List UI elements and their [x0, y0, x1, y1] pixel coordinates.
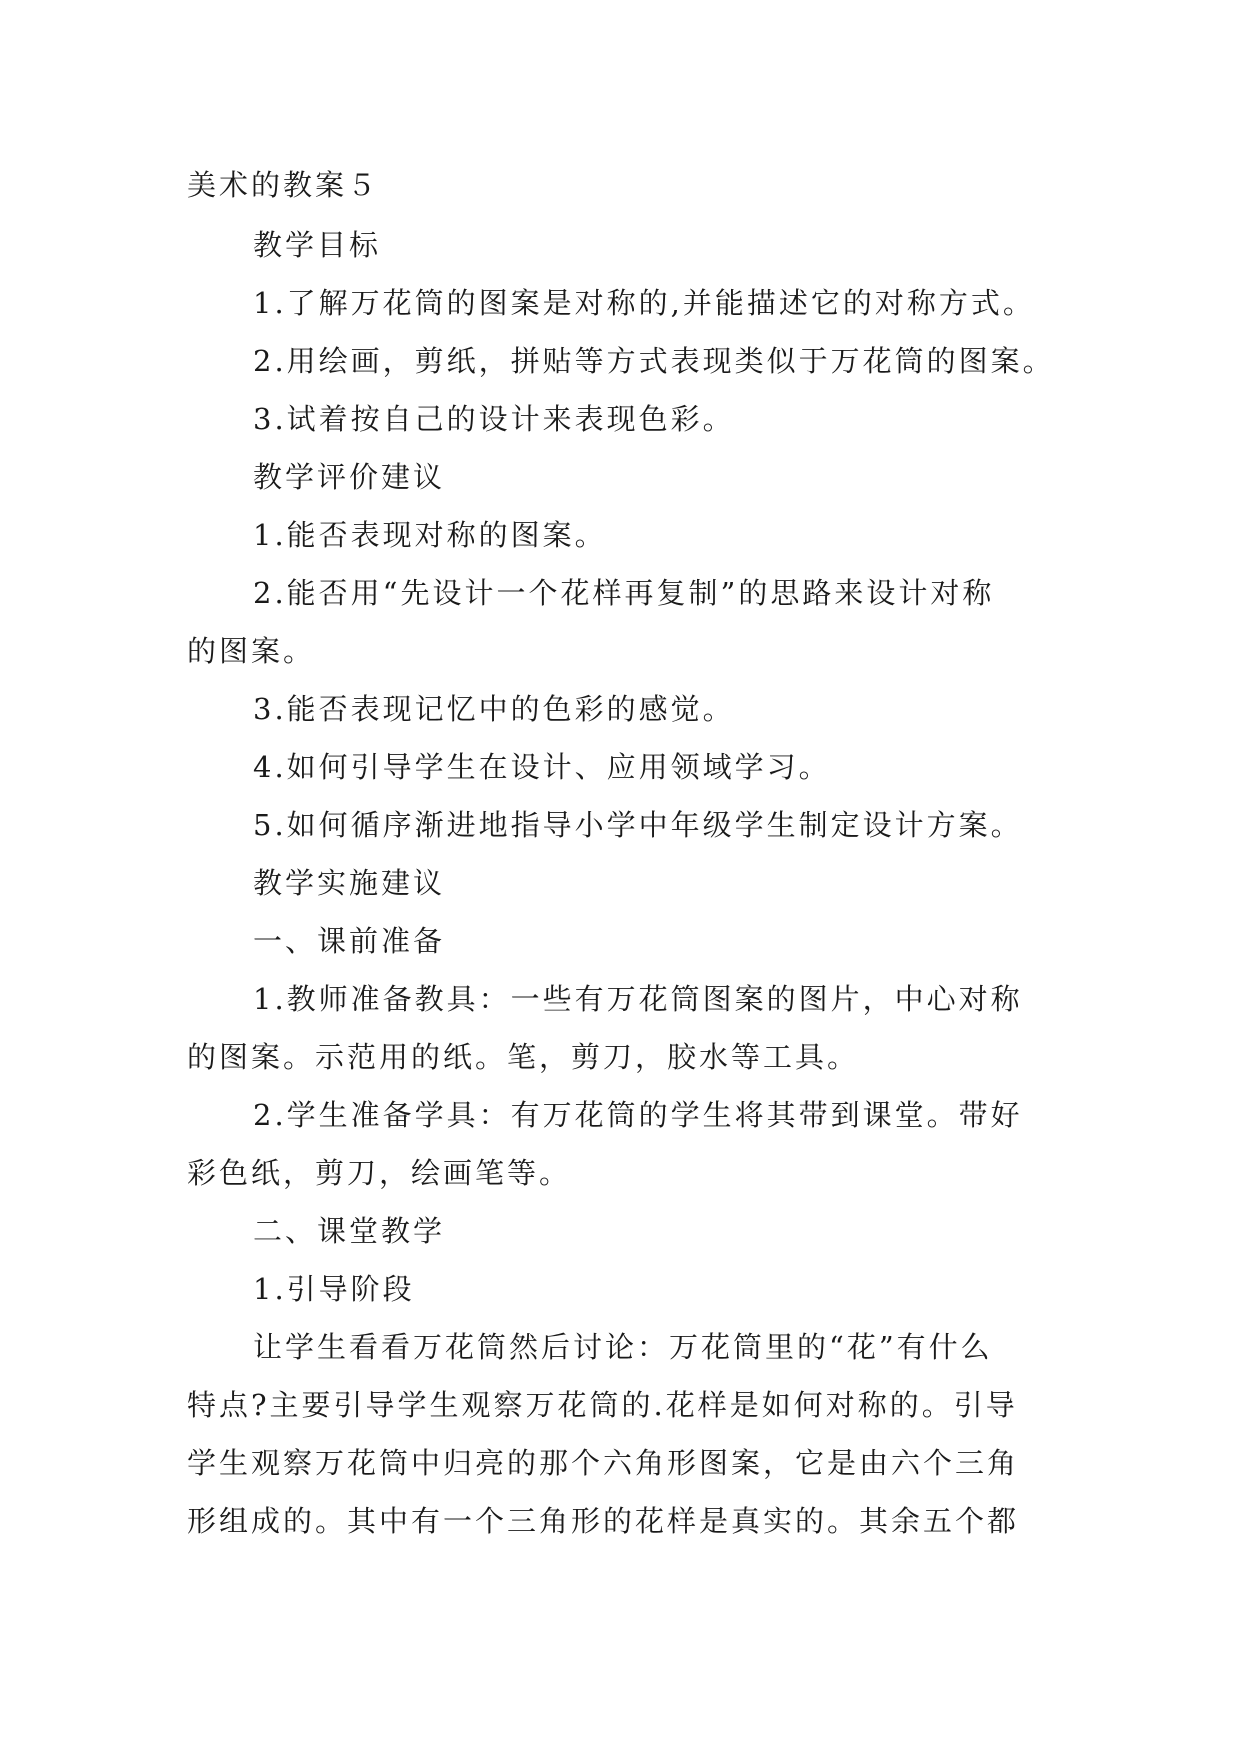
- goal-item-1: 1.了解万花筒的图案是对称的,并能描述它的对称方式。: [253, 286, 1035, 320]
- evaluation-item-4: 4.如何引导学生在设计、应用领域学习。: [253, 750, 831, 784]
- evaluation-item-3: 3.能否表现记忆中的色彩的感觉。: [253, 692, 735, 726]
- goal-item-2: 2.用绘画，剪纸，拼贴等方式表现类似于万花筒的图案。: [253, 344, 1055, 378]
- section-preparation: 一、课前准备: [253, 924, 446, 958]
- heading-evaluation: 教学评价建议: [253, 460, 446, 494]
- preparation-item-2-cont: 彩色纸，剪刀，绘画笔等。: [187, 1156, 572, 1190]
- evaluation-item-2-cont: 的图案。: [187, 634, 316, 668]
- preparation-item-2: 2.学生准备学具：有万花筒的学生将其带到课堂。带好: [253, 1098, 1023, 1132]
- section-classroom: 二、课堂教学: [253, 1214, 446, 1248]
- paragraph-line-4: 形组成的。其中有一个三角形的花样是真实的。其余五个都: [187, 1504, 1020, 1538]
- preparation-item-1: 1.教师准备教具：一些有万花筒图案的图片，中心对称: [253, 982, 1023, 1016]
- preparation-item-1-cont: 的图案。示范用的纸。笔，剪刀，胶水等工具。: [187, 1040, 860, 1074]
- classroom-stage-1: 1.引导阶段: [253, 1272, 415, 1306]
- goal-item-3: 3.试着按自己的设计来表现色彩。: [253, 402, 735, 436]
- paragraph-line-1: 让学生看看万花筒然后讨论：万花筒里的“花”有什么: [253, 1330, 993, 1364]
- heading-implementation: 教学实施建议: [253, 866, 446, 900]
- paragraph-line-2: 特点?主要引导学生观察万花筒的.花样是如何对称的。引导: [187, 1388, 1018, 1422]
- document-title: 美术的教案５: [187, 168, 380, 202]
- evaluation-item-5: 5.如何循序渐进地指导小学中年级学生制定设计方案。: [253, 808, 1023, 842]
- heading-teaching-goals: 教学目标: [253, 228, 382, 262]
- paragraph-line-3: 学生观察万花筒中归亮的那个六角形图案，它是由六个三角: [187, 1446, 1020, 1480]
- evaluation-item-2: 2.能否用“先设计一个花样再复制”的思路来设计对称: [253, 576, 995, 610]
- evaluation-item-1: 1.能否表现对称的图案。: [253, 518, 607, 552]
